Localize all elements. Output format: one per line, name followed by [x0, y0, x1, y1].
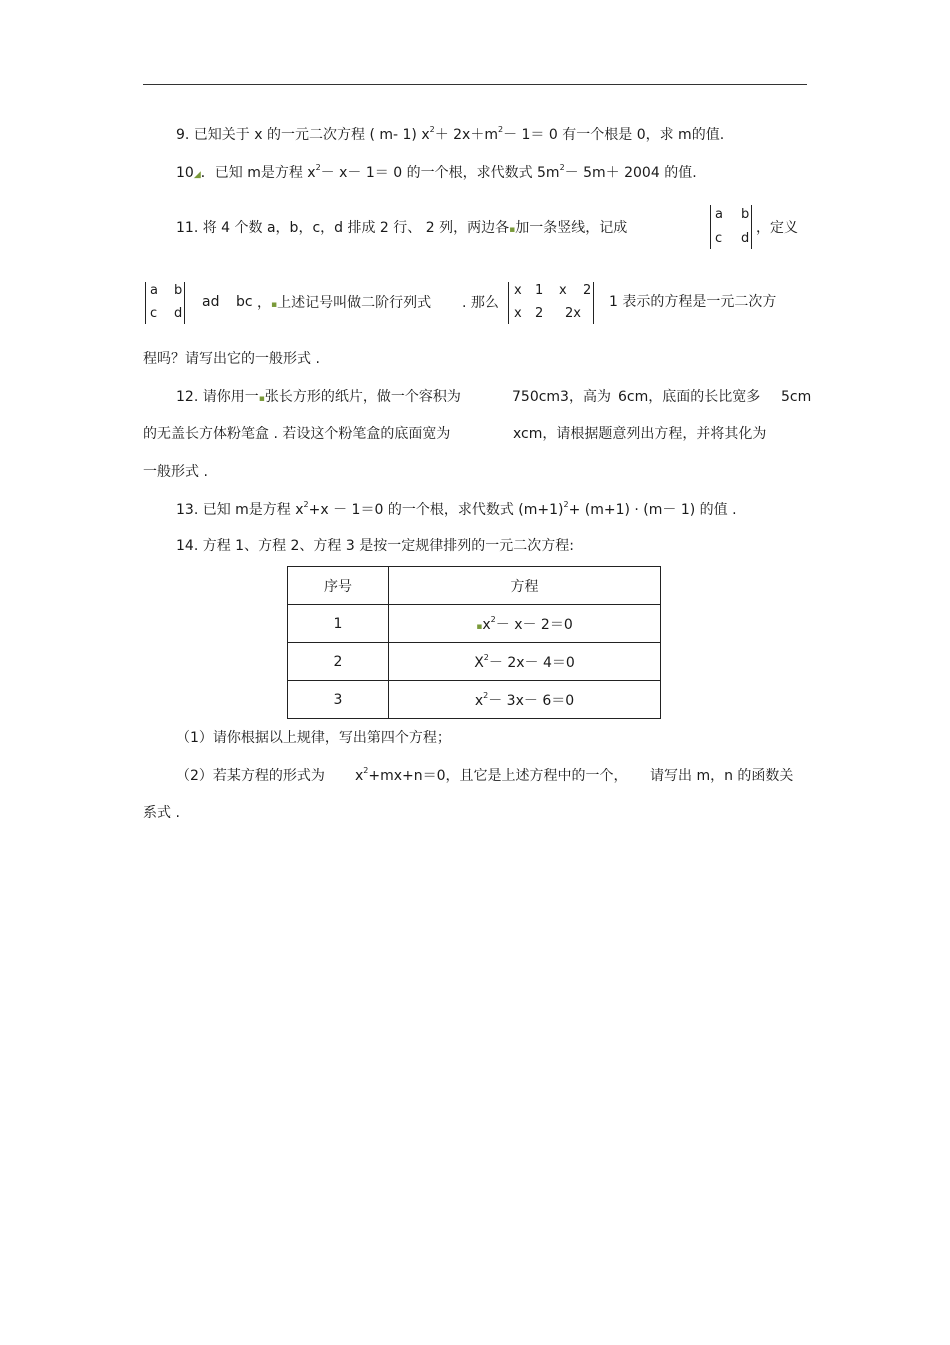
difference-value: 5cm [781, 389, 812, 405]
height-value: 6cm，底面的长比宽多 [618, 389, 761, 405]
question-12-line2: 的无盖长方体粉笔盒 . 若设这个粉笔盒的底面宽为 [143, 426, 451, 442]
table-row [288, 681, 661, 719]
question-12-line1: 12. 请你用一▪张长方形的纸片，做一个容积为 [176, 389, 461, 405]
question-14-part1: （1）请你根据以上规律，写出第四个方程； [176, 730, 451, 746]
row-equation: $x^2- 3x- 6=0$ [389, 681, 661, 719]
question-14-part2: （2）若某方程的形式为 [176, 768, 325, 784]
definition-bc: bc [236, 294, 253, 310]
equation-table [287, 566, 661, 719]
row-equation: $▪x^2- x- 2=0$ [389, 605, 661, 643]
volume-value: 750cm3，高为 [512, 389, 611, 405]
question-12-line3: 一般形式 . [143, 464, 208, 480]
row-number: 2 [288, 643, 389, 681]
definition-label: ，定义 [756, 220, 798, 236]
header-rule [143, 84, 807, 85]
header-number: 序号 [288, 567, 389, 605]
question-14-part2-ask: 请写出 m，n 的函数关 [650, 768, 794, 784]
row-equation: $X^2- 2x- 4=0$ [389, 643, 661, 681]
determinant-definition: a b c d [145, 282, 185, 324]
question-13: 13. 已知 m是方程 $x^2+x - 1=0$ 的一个根，求代数式 $(m+1)^2+ (m+1) \cdot (m- 1)$ 的值 . [176, 500, 737, 518]
question-11-line2: ，▪上述记号叫做二阶行列式 [257, 295, 432, 311]
question-11-line3: 程吗？请写出它的一般形式 . [143, 351, 320, 367]
question-14-part2-end: 系式 . [143, 805, 180, 821]
question-14-intro: 14. 方程 1、方程 2、方程 3 是按一定规律排列的一元二次方程: [176, 538, 574, 554]
header-equation: 方程 [389, 567, 661, 605]
question-11-line2-end: 1 表示的方程是一元二次方 [609, 294, 777, 310]
question-9: 9. 已知关于 x 的一元二次方程 ( m- 1) $x^2+ 2x+m^2- 1= 0$ 有一个根是 0，求 m的值. [176, 125, 725, 143]
table-row [288, 643, 661, 681]
question-14-part2-equation: $x^2+mx+n=0$，且它是上述方程中的一个， [355, 766, 628, 784]
then-label: . 那么 [462, 295, 499, 311]
table-header-row [288, 567, 661, 605]
table-row [288, 605, 661, 643]
determinant-equation: x 1 x 2 x 2 2x [508, 282, 594, 324]
width-value: xcm，请根据题意列出方程，并将其化为 [513, 426, 767, 442]
definition-ad: ad [202, 294, 220, 310]
determinant-notation: a b c d [710, 205, 752, 249]
row-number: 3 [288, 681, 389, 719]
question-10: 10◢．已知 m是方程 $x^2- x- 1= 0$ 的一个根，求代数式 $5m^2- 5m+ 2004$ 的值. [176, 163, 697, 181]
row-number: 1 [288, 605, 389, 643]
question-11-line1: 11. 将 4 个数 a，b，c，d 排成 2 行、 2 列，两边各▪加一条竖线，记成 [176, 220, 628, 236]
